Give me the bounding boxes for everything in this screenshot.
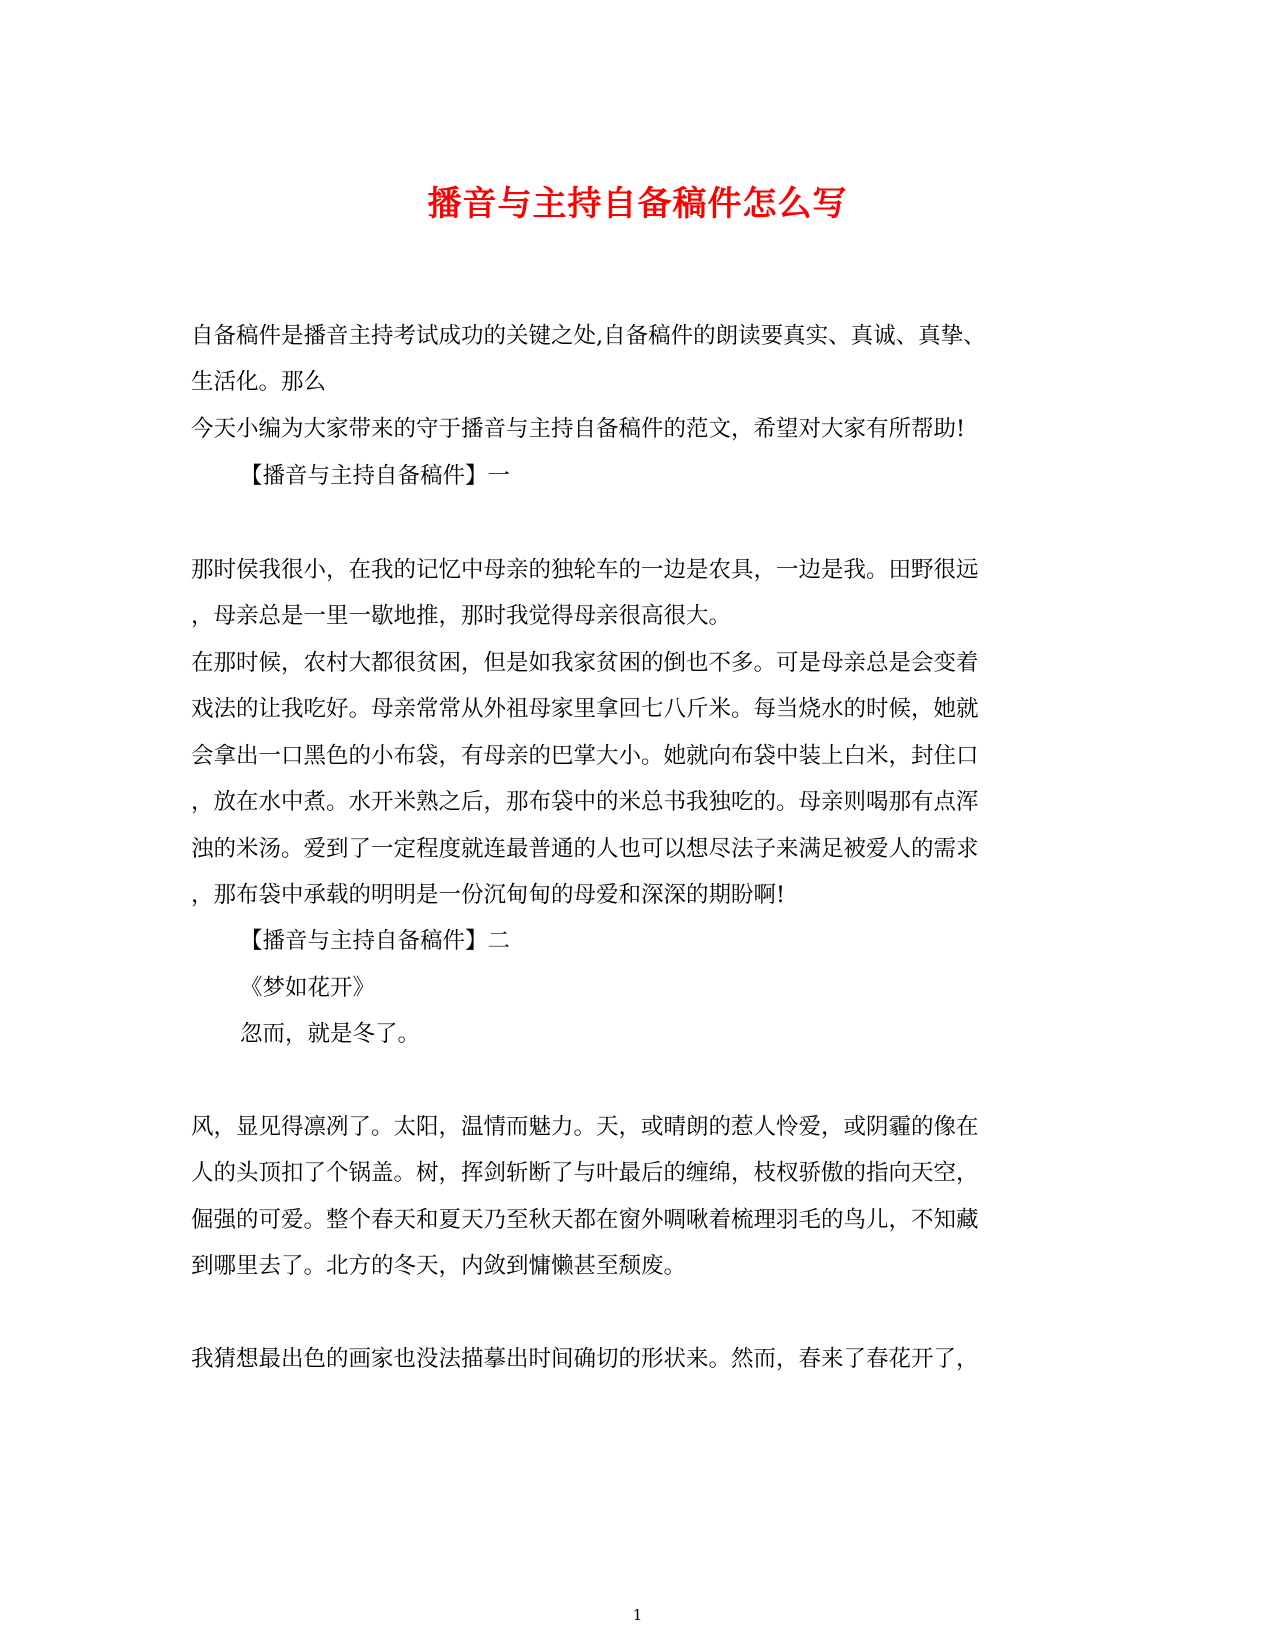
paragraph-line: ，放在水中煮。水开米熟之后，那布袋中的米总书我独吃的。母亲则喝那有点浑 bbox=[191, 789, 979, 815]
paragraph-line: ，那布袋中承载的明明是一份沉甸甸的母爱和深深的期盼啊! bbox=[191, 882, 786, 908]
paragraph-line: 倔强的可爱。整个春天和夏天乃至秋天都在窗外啁啾着梳理羽毛的鸟儿，不知藏 bbox=[191, 1207, 979, 1233]
paragraph-line: 浊的米汤。爱到了一定程度就连最普通的人也可以想尽法子来满足被爱人的需求 bbox=[191, 836, 979, 862]
paragraph-line: 今天小编为大家带来的守于播音与主持自备稿件的范文，希望对大家有所帮助! bbox=[191, 416, 966, 442]
paragraph-line: 人的头顶扣了个锅盖。树，挥剑斩断了与叶最后的缠绵，枝杈骄傲的指向天空， bbox=[191, 1160, 979, 1186]
document-title: 播音与主持自备稿件怎么写 bbox=[427, 184, 848, 224]
page-number: 1 bbox=[632, 1606, 643, 1624]
poem-title: 《梦如花开》 bbox=[240, 975, 376, 1001]
paragraph-line: 在那时候，农村大都很贫困，但是如我家贫困的倒也不多。可是母亲总是会变着 bbox=[191, 650, 979, 676]
section-heading: 【播音与主持自备稿件】一 bbox=[240, 463, 511, 489]
paragraph-line: 风，显见得凛冽了。太阳，温情而魅力。天，或晴朗的惹人怜爱，或阴霾的像在 bbox=[191, 1114, 979, 1140]
paragraph-line: 会拿出一口黑色的小布袋，有母亲的巴掌大小。她就向布袋中装上白米，封住口 bbox=[191, 743, 979, 769]
paragraph-line: ，母亲总是一里一歇地推，那时我觉得母亲很高很大。 bbox=[191, 603, 732, 629]
paragraph-line: 戏法的让我吃好。母亲常常从外祖母家里拿回七八斤米。每当烧水的时候，她就 bbox=[191, 696, 979, 722]
paragraph-line: 那时侯我很小，在我的记忆中母亲的独轮车的一边是农具，一边是我。田野很远 bbox=[191, 557, 979, 583]
paragraph-line: 到哪里去了。北方的冬天，内敛到慵懒甚至颓废。 bbox=[191, 1253, 687, 1279]
paragraph-line: 我猜想最出色的画家也没法描摹出时间确切的形状来。然而，春来了春花开了， bbox=[191, 1346, 979, 1372]
paragraph-line: 自备稿件是播音主持考试成功的关键之处,自备稿件的朗读要真实、真诚、真挚、 bbox=[191, 323, 986, 349]
paragraph-line: 生活化。那么 bbox=[191, 369, 327, 395]
paragraph-line: 忽而，就是冬了。 bbox=[240, 1021, 421, 1047]
section-heading: 【播音与主持自备稿件】二 bbox=[240, 928, 511, 954]
